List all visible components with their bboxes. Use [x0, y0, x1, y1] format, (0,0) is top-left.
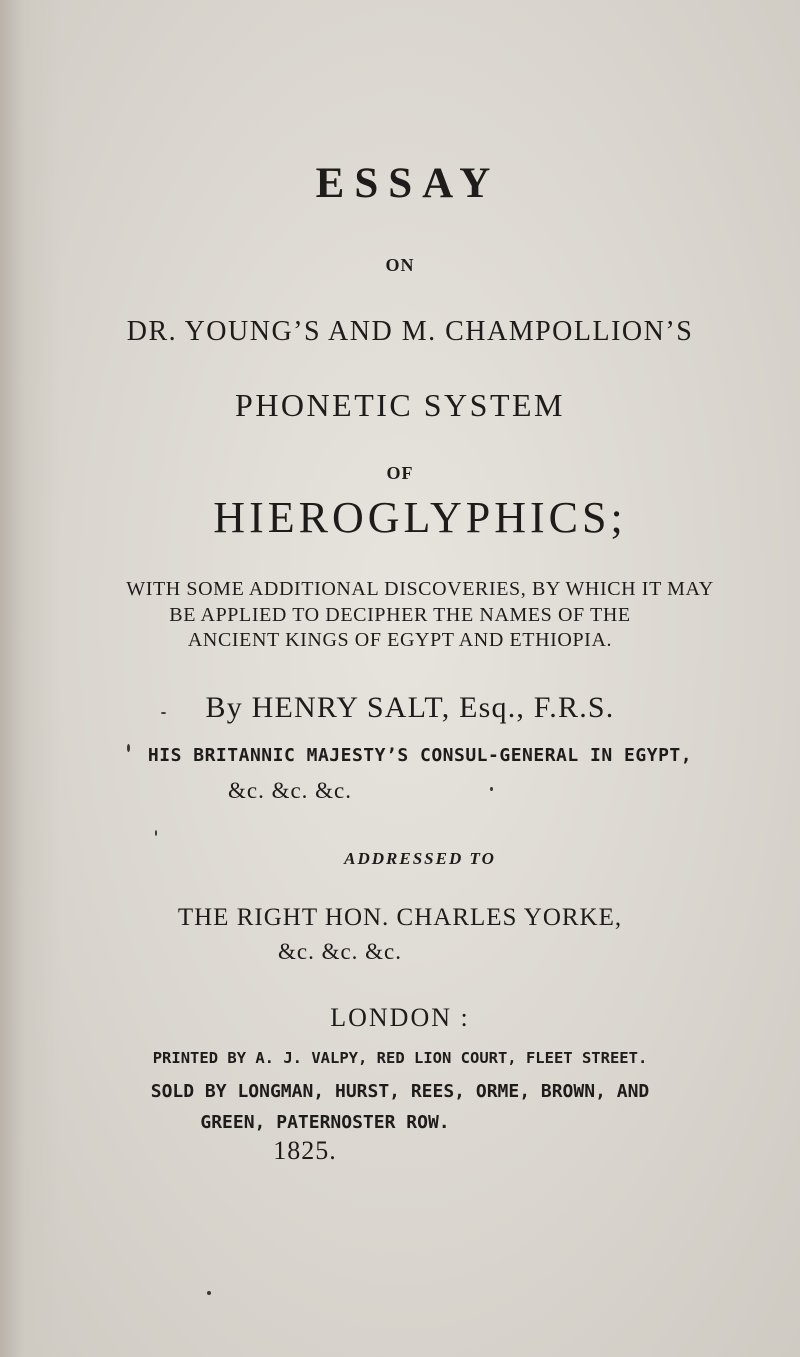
subtitle-line-3: ANCIENT KINGS OF EGYPT AND ETHIOPIA. — [187, 629, 613, 651]
addressee: THE RIGHT HON. CHARLES YORKE, — [177, 904, 623, 931]
ink-speck — [127, 744, 130, 752]
subject-line-authors: DR. YOUNG’S AND M. CHAMPOLLION’S — [126, 316, 694, 347]
author-etc: &c. &c. &c. — [227, 778, 353, 803]
connector-on: ON — [385, 255, 415, 275]
addressee-etc: &c. &c. &c. — [277, 939, 403, 964]
book-title: ESSAY — [315, 160, 501, 207]
ink-speck — [490, 787, 493, 791]
subtitle-line-1: WITH SOME ADDITIONAL DISCOVERIES, BY WHICH IT MAY — [126, 578, 714, 600]
author-line: By HENRY SALT, Esq., F.R.S. — [205, 691, 615, 724]
imprint-printer: PRINTED BY A. J. VALPY, RED LION COURT, FLEET STREET. — [152, 1049, 648, 1067]
addressed-label: ADDRESSED TO — [344, 849, 496, 868]
subtitle-line-2: BE APPLIED TO DECIPHER THE NAMES OF THE — [169, 604, 631, 626]
author-office: HIS BRITANNIC MAJESTY’S CONSUL-GENERAL IN EGYPT, — [147, 745, 693, 766]
subject-line-hieroglyphics: HIEROGLYPHICS; — [213, 493, 627, 542]
imprint-city: LONDON : — [330, 1003, 470, 1032]
connector-of: OF — [386, 463, 414, 483]
ink-speck — [161, 712, 166, 714]
imprint-sellers-line-1: SOLD BY LONGMAN, HURST, REES, ORME, BROWN, AND — [150, 1081, 650, 1102]
subject-line-system: PHONETIC SYSTEM — [235, 387, 565, 423]
ink-speck — [207, 1291, 211, 1295]
imprint-sellers-line-2: GREEN, PATERNOSTER ROW. — [200, 1112, 450, 1133]
imprint-year: 1825. — [273, 1136, 337, 1165]
ink-speck — [155, 830, 157, 836]
